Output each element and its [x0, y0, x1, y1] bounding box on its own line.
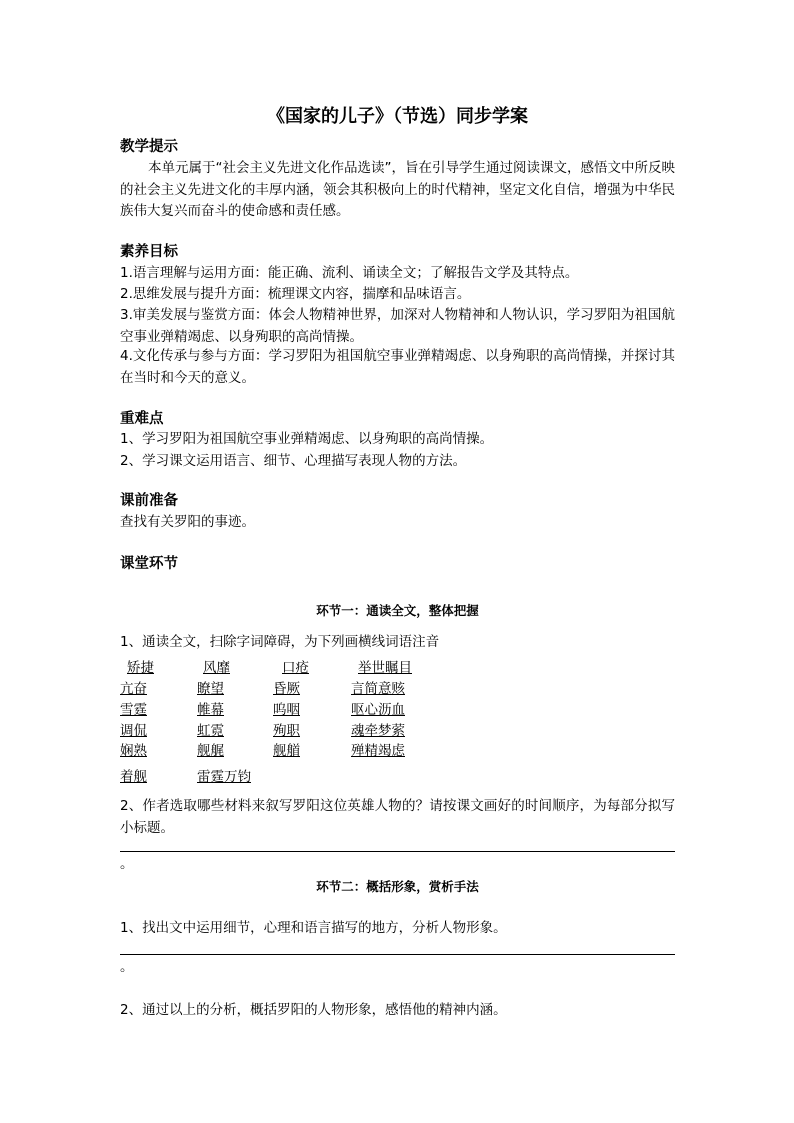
- vocab-word: 举世瞩目: [358, 660, 412, 676]
- vocab-word: 着舰: [120, 769, 147, 785]
- vocab-word: 瞭望: [197, 681, 224, 697]
- vocab-word: 调侃: [120, 723, 147, 739]
- section2-q1: 1、找出文中运用细节，心理和语言描写的地方，分析人物形象。: [120, 920, 507, 936]
- vocab-word: 呜咽: [273, 702, 300, 718]
- class-heading: 课堂环节: [120, 556, 178, 572]
- vocab-word: 魂牵梦萦: [351, 723, 405, 739]
- section1-q2: 2、作者选取哪些材料来叙写罗阳这位英雄人物的？请按课文画好的时间顺序，为每部分拟写小标题。: [120, 798, 675, 836]
- vocab-word: 娴熟: [120, 743, 147, 759]
- vocab-word: 呕心沥血: [351, 702, 405, 718]
- vocab-word: 言简意赅: [351, 681, 405, 697]
- page-title: 《国家的儿子》（节选）同步学案: [267, 106, 528, 127]
- tips-body: 本单元属于“社会主义先进文化作品选读”，旨在引导学生通过阅读课文，感悟文中所反映的社会主义先进文化的丰厚内涵，领会其积极向上的时代精神，坚定文化自信，增强为中华民族伟大复兴而奋斗的使命感和责任感。: [120, 160, 675, 219]
- answer-line: [120, 851, 675, 852]
- prep-body: 查找有关罗阳的事迹。: [120, 514, 255, 530]
- goal-item-3: 3.审美发展与鉴赏方面：体会人物精神世界，加深对人物精神和人物认识，学习罗阳为祖国航空事业弹精竭虑、以身殉职的高尚情操。: [120, 307, 675, 345]
- goal-item-4: 4.文化传承与参与方面：学习罗阳为祖国航空事业弹精竭虑、以身殉职的高尚情操，并探讨其在当时和今天的意义。: [120, 348, 675, 386]
- prep-heading: 课前准备: [120, 493, 178, 509]
- vocab-word: 舰艉: [197, 743, 224, 759]
- vocab-word: 雪霆: [120, 702, 147, 718]
- keypoints-heading: 重难点: [120, 411, 164, 427]
- tips-heading: 教学提示: [120, 139, 178, 155]
- vocab-word: 风靡: [203, 660, 230, 676]
- vocab-word: 昏厥: [273, 681, 300, 697]
- vocab-word: 口疮: [282, 660, 309, 676]
- vocab-word: 雷霆万钧: [197, 769, 251, 785]
- vocab-word: 殚精竭虑: [351, 743, 405, 759]
- goal-item-2: 2.思维发展与提升方面：梳理课文内容，揣摩和品味语言。: [120, 286, 471, 302]
- vocab-word: 舰艏: [273, 743, 300, 759]
- vocab-word: 殉职: [273, 723, 300, 739]
- end-mark: 。: [120, 959, 134, 975]
- section1-q1: 1、通读全文，扫除字词障碍，为下列画横线词语注音: [120, 634, 440, 650]
- answer-line: [120, 954, 675, 955]
- goal-item-1: 1.语言理解与运用方面：能正确、流利、诵读全文；了解报告文学及其特点。: [120, 265, 579, 281]
- vocab-word: 矫捷: [127, 660, 154, 676]
- section2-heading: 环节二：概括形象，赏析手法: [316, 879, 479, 894]
- vocab-word: 帷幕: [197, 702, 224, 718]
- vocab-word: 亢奋: [120, 681, 147, 697]
- keypoint-item-2: 2、学习课文运用语言、细节、心理描写表现人物的方法。: [120, 453, 467, 469]
- end-mark: 。: [120, 856, 134, 872]
- section1-heading: 环节一：通读全文，整体把握: [316, 603, 479, 618]
- goals-heading: 素养目标: [120, 244, 178, 260]
- keypoint-item-1: 1、学习罗阳为祖国航空事业弹精竭虑、以身殉职的高尚情操。: [120, 431, 494, 447]
- vocab-word: 虹霓: [197, 723, 224, 739]
- section2-q2: 2、通过以上的分析，概括罗阳的人物形象，感悟他的精神内涵。: [120, 1002, 507, 1018]
